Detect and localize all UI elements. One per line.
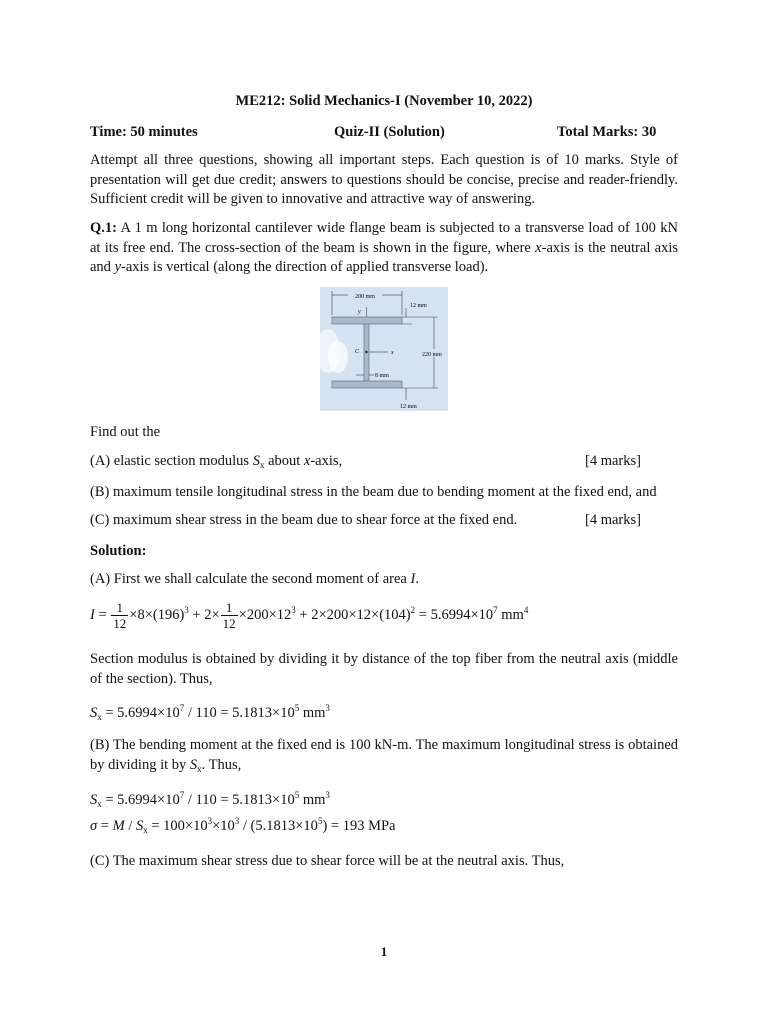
question-1-text: A 1 m long horizontal cantilever wide flange beam is subjected to a transverse load of 100 kN at its free end. The cross-section of the beam is shown in the figure, where: [90, 220, 678, 256]
solution-b-text: (B) The bending moment at the fixed end is 100 kN-m. The maximum longitudinal stress is obtained by dividing it by: [90, 737, 678, 773]
find-out-text: Find out the: [90, 424, 161, 440]
eq3-unit-exponent: 3: [325, 790, 330, 800]
part-c: (C) maximum shear stress in the beam due to shear force at the fixed end.: [90, 512, 518, 528]
eq1-unit-exponent: 4: [523, 604, 529, 615]
eq4-term-2: ×10: [212, 818, 235, 834]
fraction-numerator: 1: [111, 600, 128, 616]
question-1: [90, 219, 678, 278]
part-a-marks: [4 marks]: [585, 453, 641, 469]
question-1-label: Q.1:: [90, 220, 117, 236]
x-axis-label: x: [391, 350, 394, 356]
section-modulus-paragraph: Section modulus is obtained by dividing it by distance of the top fiber from the neutral axis (middle of the section). Thus,: [90, 651, 678, 687]
y-axis-label: y: [358, 309, 361, 315]
part-b: (B) maximum tensile longitudinal stress in the beam due to bending moment at the fixed end, and: [90, 484, 657, 500]
eq1-term-2: + 2×: [188, 606, 220, 623]
moment-symbol: M: [112, 818, 125, 834]
y-axis-symbol: y: [114, 259, 121, 275]
eq1-lhs: I: [90, 606, 95, 623]
solution-heading: Solution:: [90, 543, 147, 559]
question-1-text-b: -axis is the neutral axis and: [90, 239, 679, 275]
equation-section-modulus: [90, 703, 330, 722]
eq1-exponent: 7: [493, 604, 498, 615]
fraction-denominator: 12: [113, 616, 127, 631]
eq4-exponent: 3: [234, 816, 240, 826]
height-label: 220 mm: [422, 352, 442, 358]
eq3-subscript: x: [97, 799, 102, 809]
eq4-exponent: 3: [207, 816, 213, 826]
section-modulus-symbol: S: [189, 756, 198, 773]
fraction-one-twelfth: [111, 600, 128, 631]
eq2-exponent: 5: [294, 703, 300, 713]
eq1-exponent: 3: [291, 604, 296, 615]
equation-moment-of-area: [90, 600, 528, 631]
eq2-unit: mm: [299, 705, 326, 721]
solution-a-intro: [90, 571, 678, 588]
solution-a-text: (A) First we shall calculate the second moment of area: [90, 571, 411, 587]
eq3-symbol: S: [90, 792, 98, 808]
section-modulus-subscript: x: [259, 460, 265, 470]
eq2-exponent: 7: [179, 703, 185, 713]
eq3-exponent: 5: [294, 790, 300, 800]
eq1-term-4: + 2×200×12×(104): [295, 606, 411, 623]
solution-c-text: (C) The maximum shear stress due to shear force will be at the neutral axis. Thus,: [90, 853, 565, 869]
eq3-body: = 5.6994×10: [101, 792, 180, 808]
x-axis-symbol: x: [303, 453, 311, 469]
cut-shading: [328, 341, 348, 373]
centroid-point: [365, 351, 367, 353]
width-label: 200 mm: [355, 294, 375, 300]
section-modulus-symbol: S: [252, 453, 260, 469]
quiz-label: Quiz-II (Solution): [334, 124, 445, 140]
section-modulus-subscript: x: [143, 825, 148, 835]
eq1-term-3: ×200×12: [238, 606, 292, 623]
part-a-tail: about: [264, 453, 304, 469]
eq4-divide: /: [124, 818, 136, 834]
eq3-middle: / 110 = 5.1813×10: [184, 792, 295, 808]
fraction-denominator: 12: [222, 616, 236, 631]
beam-cross-section-figure: [320, 287, 448, 411]
document-title: ME212: Solid Mechanics-I (November 10, 2022): [235, 93, 533, 109]
instructions-paragraph: Attempt all three questions, showing all important steps. Each question is of 10 marks. Style of presentation will get due credit; answers to questions should be concise, precise and reader-friendly. Sufficient credit will be given to innovative and attractive way of answering.: [90, 152, 678, 207]
eq4-equals: =: [97, 818, 113, 834]
eq3-exponent: 7: [179, 790, 185, 800]
eq1-exponent: 2: [410, 604, 416, 615]
equation-section-modulus-repeat: [90, 790, 330, 809]
eq1-result: = 5.6994×10: [415, 606, 494, 623]
eq2-middle: / 110 = 5.1813×10: [184, 705, 295, 721]
eq2-body: = 5.6994×10: [101, 705, 180, 721]
solution-b-paragraph: [90, 736, 678, 779]
solution-b-end: . Thus,: [201, 756, 242, 773]
eq3-unit: mm: [299, 792, 326, 808]
eq2-unit-exponent: 3: [325, 703, 330, 713]
eq1-exponent: 3: [184, 604, 189, 615]
eq1-equals: =: [94, 606, 111, 623]
x-axis-symbol: x: [535, 239, 542, 256]
fraction-numerator: 1: [221, 600, 238, 616]
eq4-term-1: = 100×10: [147, 818, 208, 834]
moment-of-area-symbol: I: [410, 571, 416, 587]
page-number: 1: [380, 944, 388, 959]
eq2-subscript: x: [97, 712, 102, 722]
eq4-term-3: / (5.1813×10: [239, 818, 318, 834]
section-modulus-subscript: x: [197, 763, 202, 774]
fraction-one-twelfth: [221, 600, 238, 631]
part-c-marks: [4 marks]: [585, 512, 641, 528]
eq2-symbol: S: [90, 705, 98, 721]
eq4-result: ) = 193 MPa: [322, 818, 396, 834]
section-modulus-symbol: S: [135, 818, 144, 834]
total-marks-label: Total Marks: 30: [557, 124, 657, 140]
top-flange: [332, 317, 402, 324]
web-thickness-label: 8 mm: [375, 373, 389, 379]
time-label: Time: 50 minutes: [90, 124, 198, 140]
part-a-text: (A) elastic section modulus: [90, 453, 253, 469]
eq1-term-1: ×8×(196): [129, 606, 185, 623]
equation-bending-stress: [90, 816, 395, 835]
centroid-label: C: [355, 349, 360, 355]
beam-cross-section-diagram: [320, 287, 448, 411]
eq4-exponent: 5: [317, 816, 323, 826]
bottom-flange: [332, 381, 402, 388]
bottom-flange-thickness-label: 12 mm: [400, 404, 417, 410]
question-1-text-c: -axis is vertical (along the direction of applied transverse load).: [121, 259, 489, 275]
eq1-unit: mm: [497, 606, 524, 623]
top-flange-thickness-label: 12 mm: [410, 303, 427, 309]
part-a-tail-2: -axis,: [310, 453, 343, 469]
sigma-symbol: σ: [90, 818, 98, 834]
solution-a-end: .: [415, 571, 419, 587]
